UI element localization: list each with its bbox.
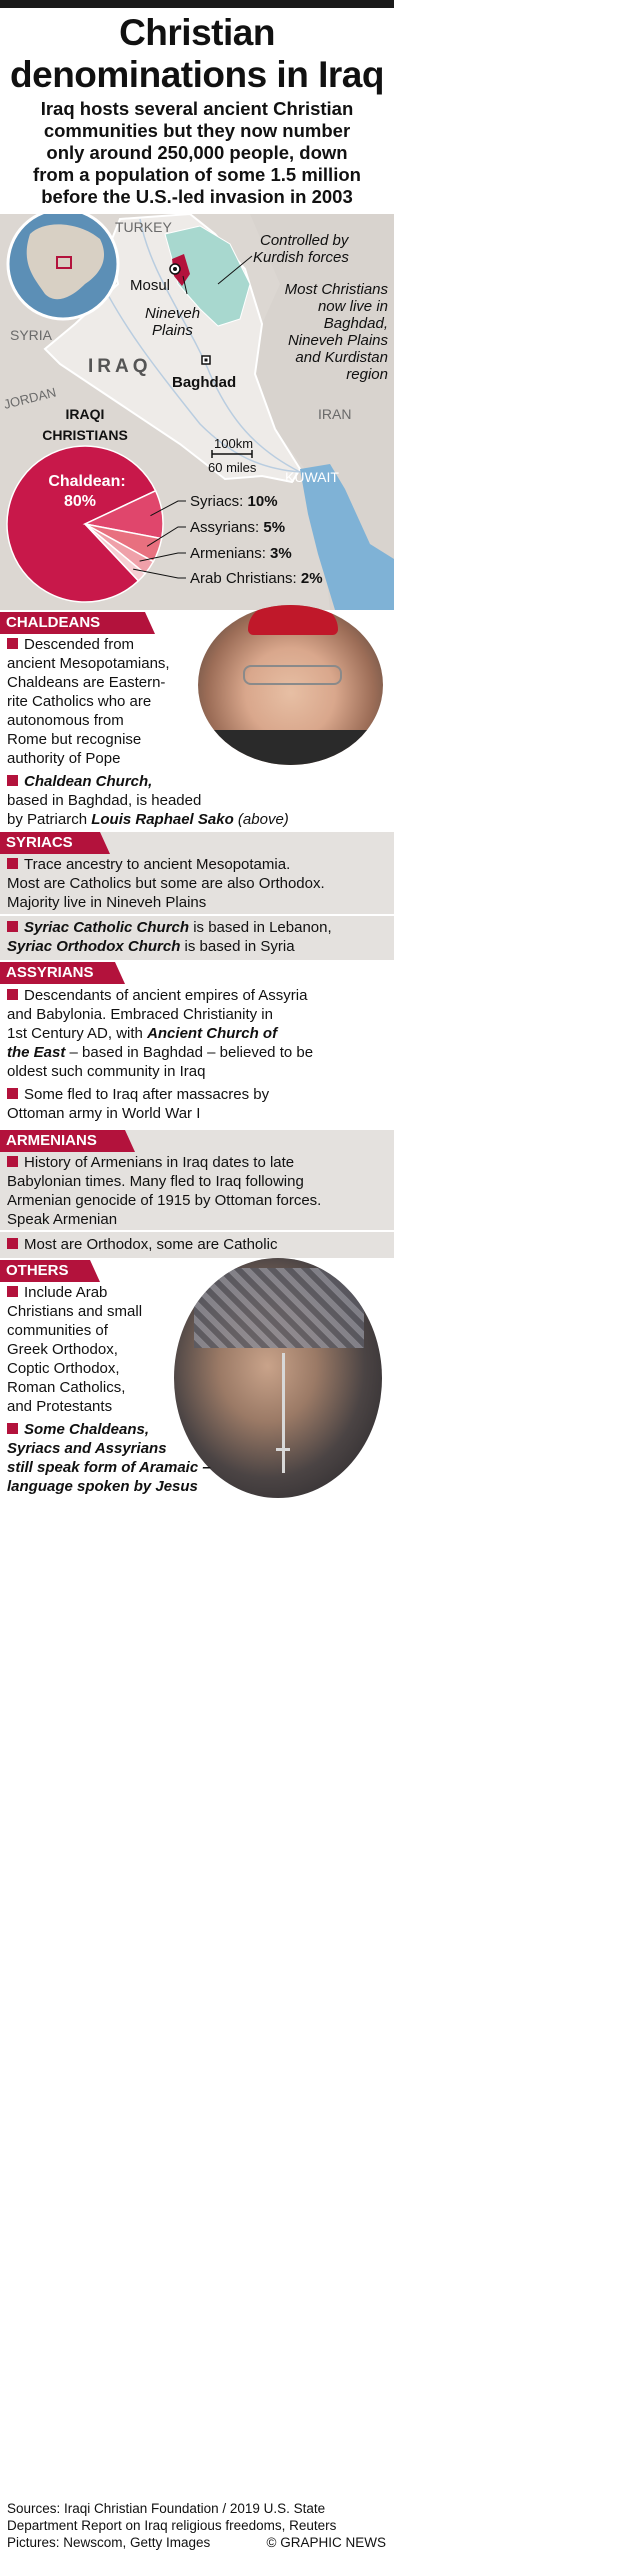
bullet-icon: [7, 775, 18, 786]
label-nineveh-1: Nineveh: [145, 305, 201, 322]
assyrians-para-2: Some fled to Iraq after massacres by Ottoman army in World War I: [7, 1086, 270, 1122]
bullet-icon: [7, 921, 18, 932]
label-iraq: IRAQ: [88, 356, 152, 377]
page-subtitle: [8, 98, 386, 208]
bullet-icon: [7, 1423, 18, 1434]
label-mosul: Mosul: [130, 277, 171, 294]
assyrians-heading: ASSYRIANS: [6, 964, 94, 981]
pie-label-arab-christians: Arab Christians: 2%: [190, 570, 323, 587]
bullet-icon: [7, 1286, 18, 1297]
armenians-para-1: History of Armenians in Iraq dates to late Babylonian times. Many fled to Iraq following Armenian genocide of 1915 by Ottoman forces. Speak Armenian: [7, 1154, 322, 1228]
pie-label-assyrians: Assyrians: 5%: [190, 519, 286, 536]
label-most-3: Baghdad,: [323, 315, 388, 332]
page-title: [0, 12, 394, 96]
subtitle-line: only around 250,000 people, down: [46, 142, 348, 163]
subtitle-line: communities but they now number: [43, 120, 351, 141]
bullet-icon: [7, 858, 18, 869]
subtitle-line: from a population of some 1.5 million: [33, 164, 361, 185]
scale-km: 100km: [214, 436, 254, 451]
bullet-icon: [7, 638, 18, 649]
chaldeans-para-2: Chaldean Church, based in Baghdad, is headed by Patriarch Louis Raphael Sako (above): [7, 773, 289, 828]
title-line-2: denominations in Iraq: [10, 54, 384, 95]
chaldeans-para-1: Descended from ancient Mesopotamians, Chaldeans are Eastern- rite Catholics who are autonomous from Rome but recognise authority of Pope: [7, 636, 170, 767]
patriarch-photo: [198, 605, 383, 765]
syriacs-para-2: Syriac Catholic Church is based in Lebanon, Syriac Orthodox Church is based in Syria: [7, 919, 332, 955]
pie-label-armenians: Armenians: 3%: [190, 545, 292, 562]
top-bar: [0, 0, 394, 8]
bullet-icon: [7, 989, 18, 1000]
subtitle-line: before the U.S.-led invasion in 2003: [41, 186, 353, 207]
label-most-6: region: [346, 366, 388, 383]
footer-sources-1: Sources: Iraqi Christian Foundation / 2019 U.S. State: [7, 2501, 326, 2516]
footer: [7, 2500, 392, 2551]
footer-line-3: [7, 2534, 392, 2551]
others-heading: OTHERS: [6, 1262, 69, 1279]
pie-title-1: IRAQI: [65, 406, 105, 422]
label-baghdad: Baghdad: [172, 374, 237, 391]
footer-pictures: Pictures: Newscom, Getty Images: [7, 2535, 211, 2550]
pie-label-chaldean: Chaldean:: [48, 473, 126, 490]
syriacs-heading: SYRIACS: [6, 834, 73, 851]
pie-title-2: CHRISTIANS: [42, 427, 128, 443]
label-nineveh-2: Plains: [152, 322, 193, 339]
label-kuwait: KUWAIT: [285, 469, 339, 485]
bullet-icon: [7, 1088, 18, 1099]
pie-value-chaldean: 80%: [63, 493, 97, 510]
subtitle-line: Iraq hosts several ancient Christian: [40, 98, 354, 119]
label-kurdish-2: Kurdish forces: [253, 249, 349, 266]
armenians-heading: ARMENIANS: [6, 1132, 97, 1149]
footer-credit: © GRAPHIC NEWS: [266, 2535, 386, 2550]
others-para-2: Some Chaldeans, Syriacs and Assyrians still speak form of Aramaic – language spoken by Jesus: [7, 1421, 211, 1495]
label-syria: SYRIA: [10, 327, 53, 343]
chaldeans-heading: CHALDEANS: [6, 614, 101, 631]
divider: [0, 914, 394, 916]
bullet-icon: [7, 1156, 18, 1167]
title-line-1: Christian: [119, 12, 275, 53]
syriacs-para-1: Trace ancestry to ancient Mesopotamia. Most are Catholics but some are also Orthodox. Majority live in Nineveh Plains: [7, 856, 325, 911]
footer-sources-2: Department Report on Iraq religious freedoms, Reuters: [7, 2518, 337, 2533]
armenians-para-2: Most are Orthodox, some are Catholic: [7, 1235, 392, 1254]
others-para-1: Include Arab Christians and small communities of Greek Orthodox, Coptic Orthodox, Roman Catholics, and Protestants: [7, 1284, 143, 1415]
scale-miles: 60 miles: [208, 460, 257, 475]
label-most-1: Most Christians: [284, 281, 388, 298]
label-most-2: now live in: [317, 298, 388, 315]
label-most-4: Nineveh Plains: [287, 332, 388, 349]
assyrians-para-1: Descendants of ancient empires of Assyria and Babylonia. Embraced Christianity in 1st Century AD, with Ancient Church of the East – based in Baghdad – believed to be oldest such community in Iraq: [7, 987, 314, 1080]
divider: [0, 1230, 394, 1232]
map-panel: [0, 214, 394, 610]
label-most-5: and Kurdistan: [295, 349, 388, 366]
pie-label-syriacs: Syriacs: 10%: [190, 493, 278, 510]
label-turkey: TURKEY: [115, 219, 172, 235]
bullet-icon: [7, 1238, 18, 1249]
label-jordan: JORDAN: [2, 384, 58, 412]
label-kurdish-1: Controlled by: [260, 232, 349, 249]
label-iran: IRAN: [318, 406, 352, 422]
